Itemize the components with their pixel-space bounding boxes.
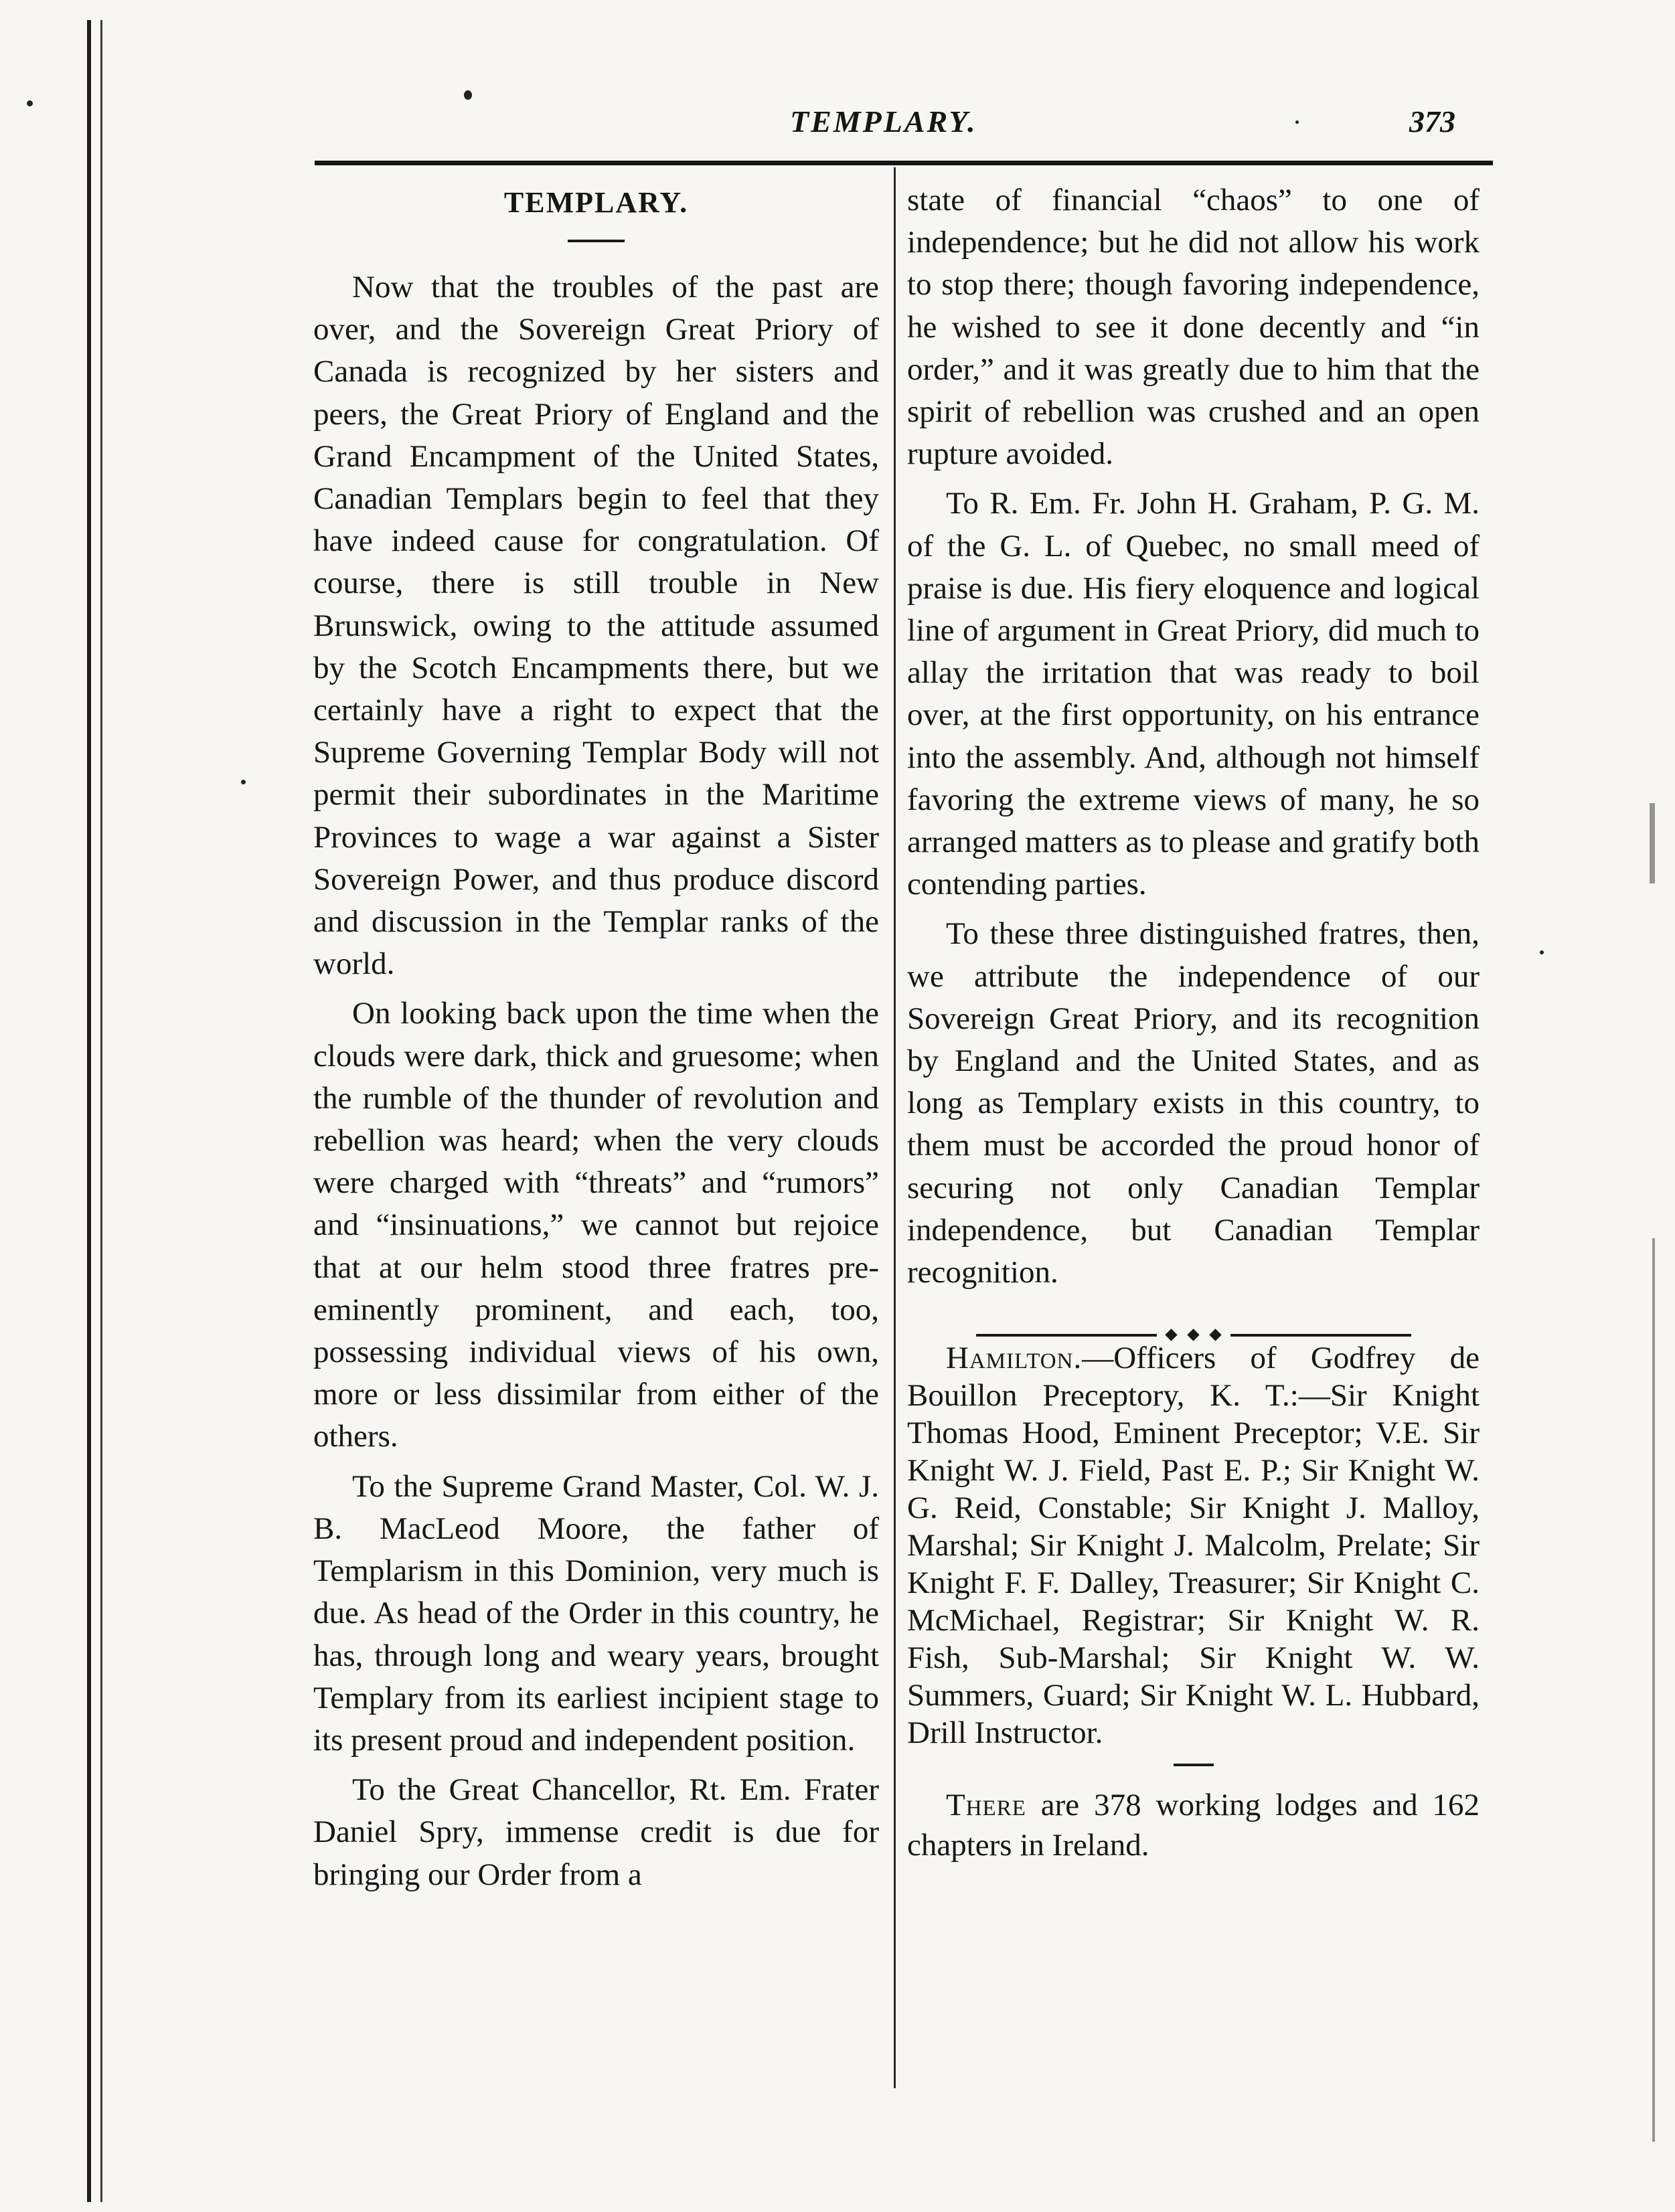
page-number: 373 [1409, 104, 1455, 139]
paragraph: To R. Em. Fr. John H. Graham, P. G. M. of the G. L. of Quebec, no small meed of praise is due. His fiery eloquence and logical line of argument in Great Priory, did much to allay the irritation that was ready to boil over, at the first opportunity, on his entrance into the assembly. And, although not himself favoring the extreme views of many, he so arranged matters as to please and gratify both contending parties. [907, 486, 1480, 902]
binding-line-inner [100, 20, 102, 2202]
ornament-line [1230, 1334, 1411, 1337]
running-head: TEMPLARY. [790, 104, 977, 139]
notice-hamilton [907, 1339, 1480, 1752]
notice-rule [1174, 1764, 1214, 1766]
notice-ireland [907, 1785, 1480, 1865]
left-column [313, 179, 879, 1903]
ink-speck [241, 780, 246, 784]
paragraph: Now that the troubles of the past are over, and the Sovereign Great Priory of Canada is recognized by her sisters and peers, the Great Priory of England and the Grand Encampment of the United States, Canadian Templars begin to feel that they have indeed cause for congratulation. Of course, there is still trouble in New Brunswick, owing to the attitude assumed by the Scotch Encampments there, but we certainly have a right to expect that the Supreme Governing Templar Body will not permit their subordinates in the Maritime Provinces to wage a war against a Sister Sovereign Power, and thus produce discord and discussion in the Templar ranks of the world. [313, 270, 879, 982]
paragraph: To the Great Chancellor, Rt. Em. Frater Daniel Spry, immense credit is due for bringing our Order from a [313, 1772, 879, 1892]
page-edge-mark [1652, 1238, 1655, 2142]
page-edge-mark [1650, 803, 1655, 883]
ink-speck [464, 90, 472, 100]
ink-speck [27, 100, 33, 106]
article-title: TEMPLARY. [503, 186, 689, 219]
ornament-line [976, 1334, 1157, 1337]
binding-line [87, 20, 91, 2202]
column-divider [894, 167, 896, 2088]
header-rule [315, 161, 1493, 165]
paragraph-continued: state of financial “chaos” to one of independence; but he did not allow his work to stop there; though favoring independence, he wished to see it done decently and “in order,” and it was greatly due to him that the spirit of rebellion was crushed and an open rupture avoided. [907, 183, 1480, 472]
title-rule [568, 240, 625, 242]
paragraph: On looking back upon the time when the clouds were dark, thick and gruesome; when the rumble of the thunder of revolution and rebellion was heard; when the very clouds were charged with “threats” and “rumors” and “insinuations,” we cannot but rejoice that at our helm stood three fratres pre-eminently prominent, and each, too, possessing individual views of his own, more or less dissimilar from either of the others. [313, 996, 879, 1454]
ink-speck [1295, 120, 1299, 124]
notice-lead: Hamilton. [946, 1341, 1083, 1376]
ink-speck [1540, 950, 1544, 954]
paragraph: To the Supreme Grand Master, Col. W. J. B. MacLeod Moore, the father of Templarism in this Dominion, very much is due. As head of the Order in this country, he has, through long and weary years, brought Templary from its earliest incipient stage to its present proud and independent position. [313, 1468, 879, 1758]
right-column [907, 179, 1480, 1865]
notice-text: are 378 working lodges and 162 chapters in Ireland. [907, 1788, 1480, 1863]
paragraph: To these three distinguished fratres, then, we attribute the independence of our Sovereign Great Priory, and its recognition by England and the United States, and as long as Templary exists in this country, to them must be accorded the proud honor of securing not only Canadian Templar independence, but Canadian Templar recognition. [907, 916, 1480, 1290]
notice-lead: There [946, 1788, 1026, 1823]
section-ornament [907, 1311, 1480, 1325]
notice-text: —Officers of Godfrey de Bouillon Preceptory, K. T.:—Sir Knight Thomas Hood, Eminent Preceptor; V.E. Sir Knight W. J. Field, Past E. P.; Sir Knight W. G. Reid, Constable; Sir Knight J. Malloy, Marshal; Sir Knight J. Malcolm, Prelate; Sir Knight F. F. Dalley, Treasurer; Sir Knight C. McMichael, Registrar; Sir Knight W. R. Fish, Sub-Marshal; Sir Knight W. W. Summers, Guard; Sir Knight W. L. Hubbard, Drill Instructor. [907, 1341, 1480, 1751]
